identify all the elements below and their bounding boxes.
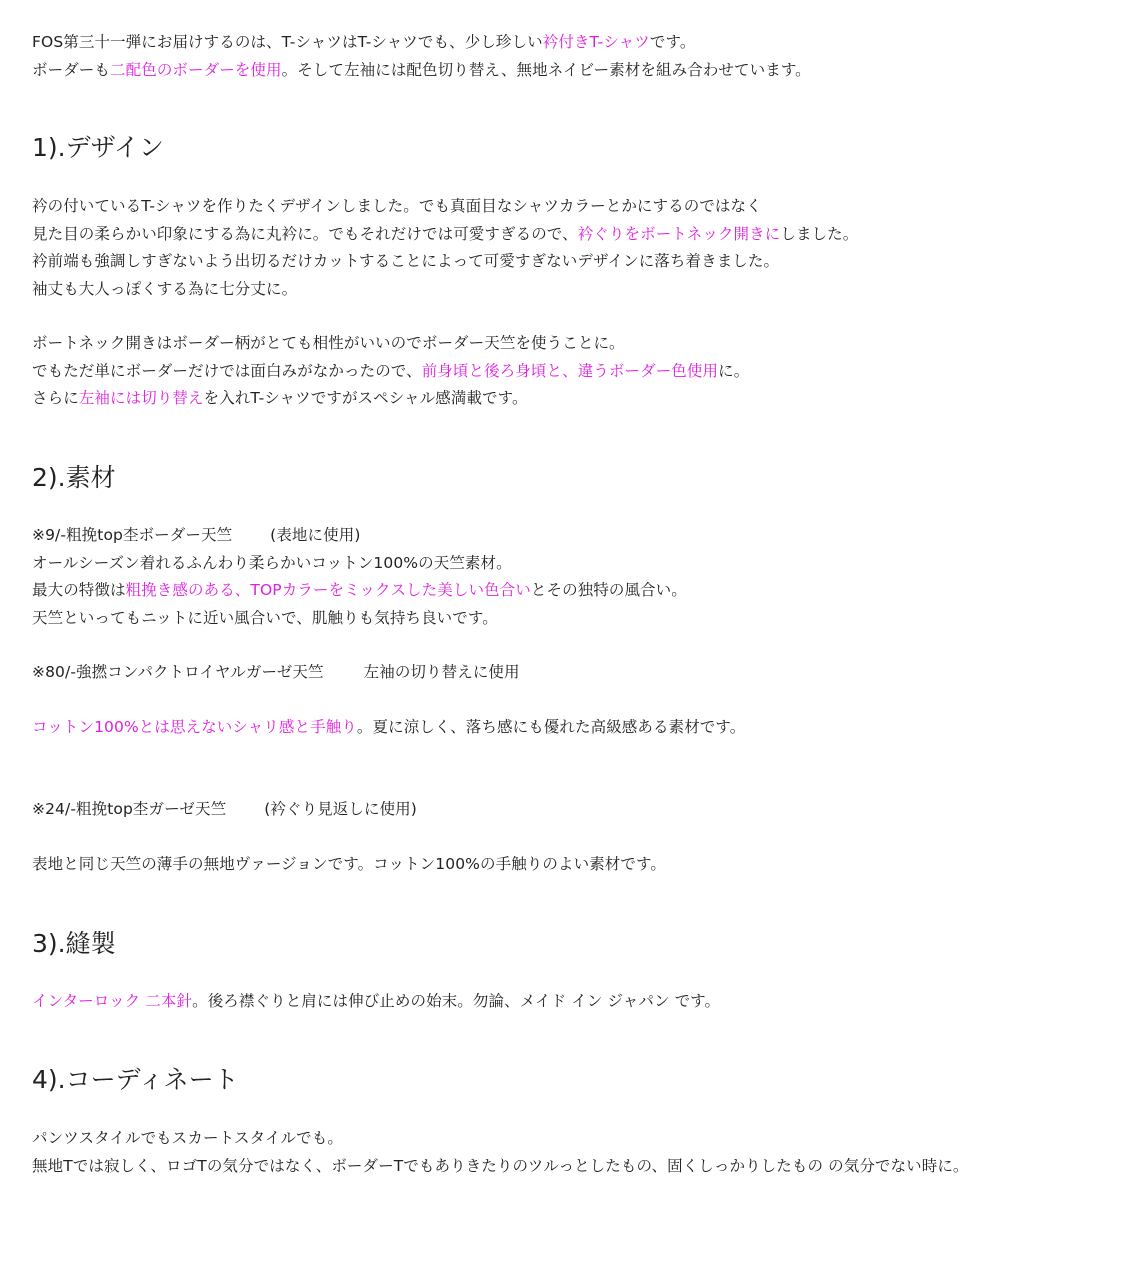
intro-line-2	[32, 57, 811, 85]
fabric-usage-note: (表地に使用)	[270, 526, 361, 544]
coordinate-section	[32, 1125, 969, 1180]
section-heading-design: 1).デザイン	[32, 133, 164, 162]
body-text: とその独特の風合い。	[530, 581, 687, 599]
material-section	[32, 522, 687, 632]
paragraph-line: ボートネック開きはボーダー柄がとても相性がいいのでボーダー天竺を使うことに。	[32, 334, 625, 352]
fabric-name: ※9/-粗挽top杢ボーダー天竺	[32, 526, 233, 544]
body-text: を入れT-シャツですがスペシャル感満載です。	[203, 389, 528, 407]
paragraph-line: 天竺といってもニットに近い風合いで、肌触りも気持ち良いです。	[32, 608, 498, 627]
design-section-2	[32, 330, 749, 413]
highlight-text: 二配色のボーダーを使用	[110, 60, 282, 79]
paragraph-line: 表地と同じ天竺の薄手の無地ヴァージョンです。コットン100%の手触りのよい素材です。	[32, 855, 666, 873]
body-text: 見た目の柔らかい印象にする為に丸衿に。でもそれだけでは可愛すぎるので、	[32, 224, 578, 243]
paragraph-line	[32, 221, 858, 249]
body-text: に。	[718, 361, 750, 380]
paragraph-line	[32, 577, 687, 605]
highlight-text: 前身頃と後ろ身頃と、違うボーダー色使用	[421, 361, 719, 380]
paragraph-line	[32, 714, 745, 742]
paragraph-line: 袖丈も大人っぽくする為に七分丈に。	[32, 279, 298, 298]
intro-text: です。	[649, 33, 696, 51]
fabric-spec-line	[32, 659, 520, 687]
fabric-usage-note: 左袖の切り替えに使用	[363, 663, 520, 681]
intro-text: 。そして左袖には配色切り替え、無地ネイビー素材を組み合わせています。	[281, 60, 811, 79]
design-section	[32, 193, 858, 303]
material-section-2	[32, 659, 520, 687]
highlight-text: 粗挽き感のある、TOPカラーをミックスした美しい色合い	[125, 581, 531, 599]
paragraph-line: 無地Tでは寂しく、ロゴTの気分ではなく、ボーダーTでもありきたりのツルっとしたもの、固くしっかりしたもの の気分でない時に。	[32, 1156, 969, 1175]
body-text: 。後ろ襟ぐりと肩には伸び止めの始末。勿論、メイド イン ジャパン です。	[192, 992, 721, 1010]
section-heading-material: 2).素材	[32, 463, 116, 492]
fabric-spec-line	[32, 522, 687, 550]
section-heading-coordinate: 4).コーディネート	[32, 1065, 239, 1094]
body-text: さらに	[32, 389, 79, 407]
intro-line-1	[32, 29, 811, 57]
fabric-usage-note: (衿ぐり見返しに使用)	[264, 800, 417, 818]
sewing-section	[32, 988, 720, 1016]
highlight-text: インターロック 二本針	[32, 992, 193, 1010]
intro-section	[32, 29, 811, 84]
highlight-text: 衿付きT-シャツ	[542, 33, 650, 51]
highlight-text: コットン100%とは思えないシャリ感と手触り	[32, 718, 357, 736]
body-text: 。夏に涼しく、落ち感にも優れた高級感ある素材です。	[356, 718, 746, 736]
paragraph-line	[32, 385, 749, 413]
fabric-name: ※80/-強撚コンパクトロイヤルガーゼ天竺	[32, 663, 324, 681]
section-heading-sewing: 3).縫製	[32, 929, 116, 958]
body-text: しました。	[780, 224, 859, 243]
intro-text: ボーダーも	[32, 60, 111, 79]
body-text: 最大の特徴は	[32, 581, 126, 599]
paragraph-line: パンツスタイルでもスカートスタイルでも。	[32, 1129, 343, 1147]
material-section-4	[32, 796, 417, 824]
paragraph-line: 衿の付いているT-シャツを作りたくデザインしました。でも真面目なシャツカラーとかにするのではなく	[32, 197, 762, 215]
intro-text: FOS第三十一弾にお届けするのは、T-シャツはT-シャツでも、少し珍しい	[32, 33, 543, 51]
highlight-text: 衿ぐりをボートネック開きに	[577, 224, 781, 243]
body-text: でもただ単にボーダーだけでは面白みがなかったので、	[32, 361, 422, 380]
paragraph-line: 衿前端も強調しすぎないよう出切るだけカットすることによって可愛すぎないデザインに落ち着きました。	[32, 252, 780, 270]
highlight-text: 左袖には切り替え	[78, 389, 204, 407]
material-section-5	[32, 851, 666, 879]
paragraph-line	[32, 358, 749, 386]
material-section-3	[32, 714, 745, 742]
fabric-name: ※24/-粗挽top杢ガーゼ天竺	[32, 800, 227, 818]
fabric-spec-line	[32, 796, 417, 824]
paragraph-line	[32, 988, 720, 1016]
paragraph-line: オールシーズン着れるふんわり柔らかいコットン100%の天竺素材。	[32, 553, 512, 572]
